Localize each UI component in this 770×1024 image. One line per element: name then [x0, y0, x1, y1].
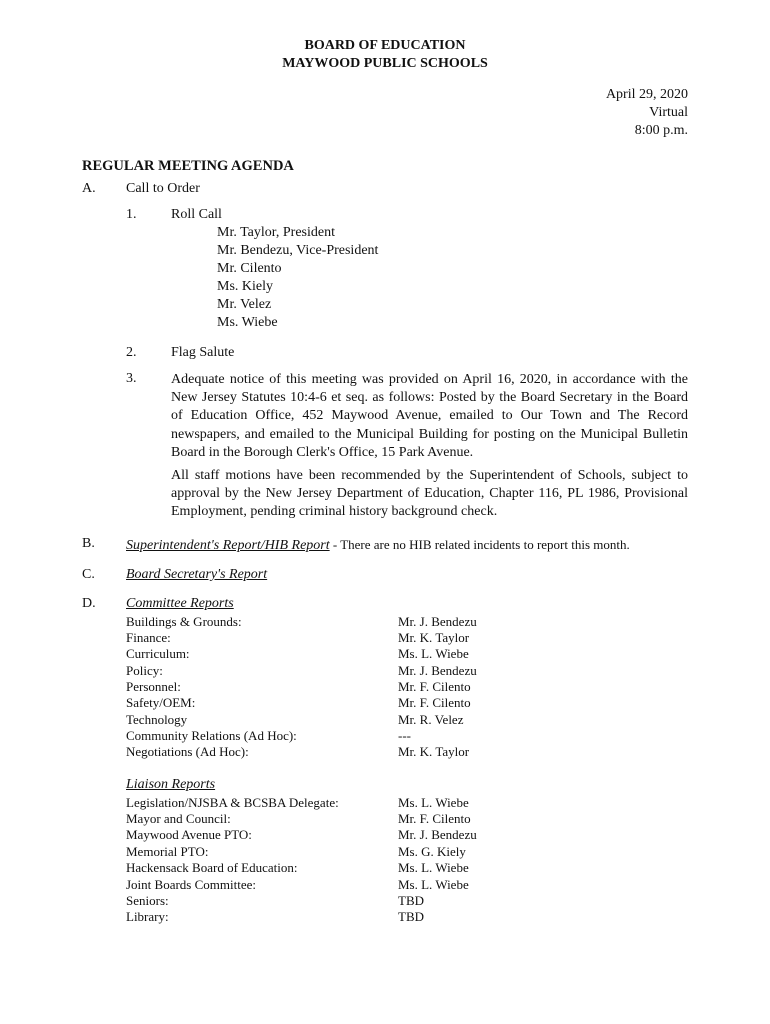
liaison-member: TBD: [398, 909, 424, 924]
committee-name: Finance:: [126, 630, 171, 645]
committee-member: ---: [398, 728, 411, 743]
roll-call-member: Mr. Bendezu, Vice-President: [217, 243, 379, 258]
committee-name: Buildings & Grounds:: [126, 614, 242, 629]
section-a-title: Call to Order: [126, 181, 200, 196]
liaison-member: Ms. L. Wiebe: [398, 795, 469, 810]
committee-member: Mr. K. Taylor: [398, 744, 470, 759]
committee-member: Mr. F. Cilento: [398, 679, 471, 694]
committee-member: Mr. R. Velez: [398, 712, 464, 727]
committee-name: Safety/OEM:: [126, 695, 196, 710]
document-subtitle: MAYWOOD PUBLIC SCHOOLS: [282, 56, 488, 71]
board-secretary-report-title: Board Secretary's Report: [126, 567, 268, 582]
staff-motions-paragraph: All staff motions have been recommended by the Superintendent of Schools, subject to approval by the New Jersey Department of Education, Chapter 116, PL 1986, Provisional Employment, pending criminal history background check.: [171, 468, 688, 520]
liaison-reports-title: Liaison Reports: [126, 777, 216, 792]
liaison-member: Mr. F. Cilento: [398, 811, 471, 826]
item-1-title: Roll Call: [171, 207, 222, 222]
committee-name: Curriculum:: [126, 646, 190, 661]
item-3-number: 3.: [126, 371, 137, 386]
roll-call-member: Ms. Kiely: [217, 279, 273, 294]
section-b-letter: B.: [82, 536, 95, 551]
committee-member: Mr. K. Taylor: [398, 630, 470, 645]
liaison-name: Joint Boards Committee:: [126, 877, 256, 892]
meeting-notice-paragraph: Adequate notice of this meeting was provided on April 16, 2020, in accordance with the New Jersey Statutes 10:4-6 et seq. as follows: Posted by the Board Secretary in the Board of Education Office, 452 Maywood Avenue, emailed to Our Town and The Record newspapers, and emailed to the Municipal Building for posting on the Municipal Bulletin Board in the Borough Clerk's Office, 15 Park Avenue.: [171, 372, 688, 460]
liaison-name: Maywood Avenue PTO:: [126, 827, 252, 842]
roll-call-member: Ms. Wiebe: [217, 315, 278, 330]
committee-member: Ms. L. Wiebe: [398, 646, 469, 661]
committee-name: Technology: [126, 712, 188, 727]
committee-member: Mr. F. Cilento: [398, 695, 471, 710]
superintendent-report-title: Superintendent's Report/HIB Report: [126, 538, 330, 553]
liaison-name: Mayor and Council:: [126, 811, 231, 826]
liaison-member: TBD: [398, 893, 424, 908]
hib-report-note: - There are no HIB related incidents to report this month.: [329, 537, 630, 552]
liaison-name: Memorial PTO:: [126, 844, 209, 859]
section-d-letter: D.: [82, 596, 96, 611]
section-c-letter: C.: [82, 567, 95, 582]
liaison-member: Ms. L. Wiebe: [398, 860, 469, 875]
liaison-member: Mr. J. Bendezu: [398, 827, 477, 842]
roll-call-member: Mr. Taylor, President: [217, 225, 335, 240]
committee-name: Policy:: [126, 663, 163, 678]
meeting-location: Virtual: [649, 105, 688, 120]
roll-call-member: Mr. Velez: [217, 297, 272, 312]
agenda-title: REGULAR MEETING AGENDA: [82, 158, 294, 174]
item-2-number: 2.: [126, 345, 137, 360]
liaison-name: Seniors:: [126, 893, 169, 908]
meeting-date: April 29, 2020: [605, 87, 688, 102]
committee-reports-title: Committee Reports: [126, 596, 234, 611]
item-1-number: 1.: [126, 207, 137, 222]
item-2-title: Flag Salute: [171, 345, 235, 360]
section-a-letter: A.: [82, 181, 96, 196]
liaison-member: Ms. G. Kiely: [398, 844, 466, 859]
roll-call-member: Mr. Cilento: [217, 261, 282, 276]
committee-name: Negotiations (Ad Hoc):: [126, 744, 249, 759]
meeting-time: 8:00 p.m.: [634, 123, 688, 138]
liaison-name: Legislation/NJSBA & BCSBA Delegate:: [126, 795, 339, 810]
committee-name: Community Relations (Ad Hoc):: [126, 728, 297, 743]
liaison-member: Ms. L. Wiebe: [398, 877, 469, 892]
committee-member: Mr. J. Bendezu: [398, 663, 477, 678]
section-b-line: [126, 536, 630, 554]
committee-name: Personnel:: [126, 679, 181, 694]
document-title: BOARD OF EDUCATION: [304, 38, 466, 53]
committee-member: Mr. J. Bendezu: [398, 614, 477, 629]
liaison-name: Library:: [126, 909, 169, 924]
liaison-name: Hackensack Board of Education:: [126, 860, 298, 875]
